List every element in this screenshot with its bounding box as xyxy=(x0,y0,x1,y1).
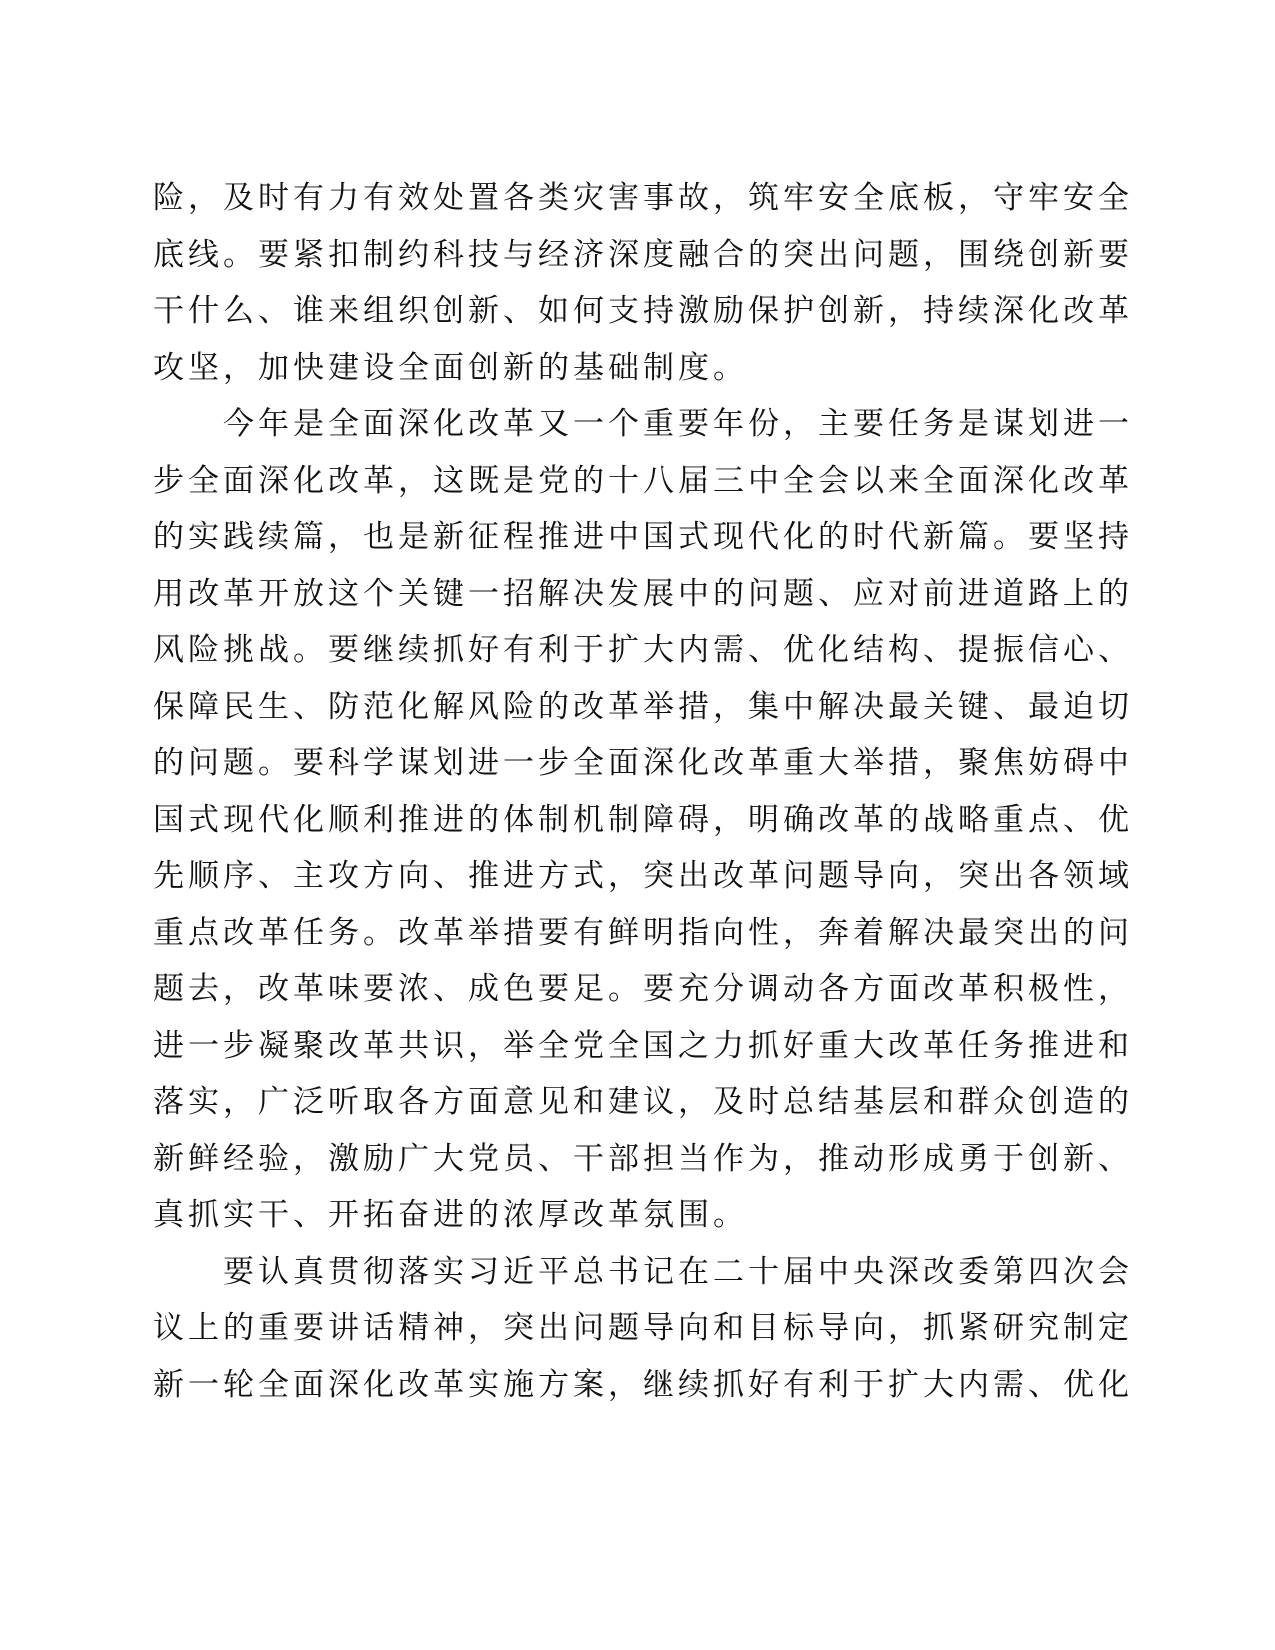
text-line: 要认真贯彻落实习近平总书记在二十届中央深改委第四次会 xyxy=(223,1253,1133,1290)
text-line: 先顺序、主攻方向、推进方式，突出改革问题导向，突出各领域 xyxy=(153,858,1133,894)
text-line: 新鲜经验，激励广大党员、干部担当作为，推动形成勇于创新、 xyxy=(153,1140,1133,1177)
text-line: 国式现代化顺利推进的体制机制障碍，明确改革的战略重点、优 xyxy=(153,801,1133,838)
text-line: 攻坚，加快建设全面创新的基础制度。 xyxy=(153,349,748,386)
text-line: 干什么、谁来组织创新、如何支持激励保护创新，持续深化改革 xyxy=(153,293,1133,329)
text-line: 险，及时有力有效处置各类灾害事故，筑牢安全底板，守牢安全 xyxy=(153,180,1133,216)
text-line: 进一步凝聚改革共识，举全党全国之力抓好重大改革任务推进和 xyxy=(153,1027,1133,1064)
document-body xyxy=(153,170,1133,1413)
paragraph-1 xyxy=(153,170,1133,396)
text-line: 用改革开放这个关键一招解决发展中的问题、应对前进道路上的 xyxy=(153,575,1133,612)
text-line: 的问题。要科学谋划进一步全面深化改革重大举措，聚焦妨碍中 xyxy=(153,745,1133,781)
text-line: 步全面深化改革，这既是党的十八届三中全会以来全面深化改革 xyxy=(153,462,1133,499)
text-line: 底线。要紧扣制约科技与经济深度融合的突出问题，围绕创新要 xyxy=(153,236,1133,273)
paragraph-2 xyxy=(153,396,1133,1244)
text-line: 落实，广泛听取各方面意见和建议，及时总结基层和群众创造的 xyxy=(153,1084,1133,1120)
text-line: 风险挑战。要继续抓好有利于扩大内需、优化结构、提振信心、 xyxy=(153,632,1133,668)
text-line: 今年是全面深化改革又一个重要年份，主要任务是谋划进一 xyxy=(223,406,1133,442)
text-line: 重点改革任务。改革举措要有鲜明指向性，奔着解决最突出的问 xyxy=(153,914,1133,951)
text-line: 保障民生、防范化解风险的改革举措，集中解决最关键、最迫切 xyxy=(153,688,1133,725)
text-line: 议上的重要讲话精神，突出问题导向和目标导向，抓紧研究制定 xyxy=(153,1310,1133,1346)
text-line: 新一轮全面深化改革实施方案，继续抓好有利于扩大内需、优化 xyxy=(153,1366,1133,1403)
text-line: 的实践续篇，也是新征程推进中国式现代化的时代新篇。要坚持 xyxy=(153,519,1133,555)
text-line: 题去，改革味要浓、成色要足。要充分调动各方面改革积极性， xyxy=(153,971,1133,1007)
text-line: 真抓实干、开拓奋进的浓厚改革氛围。 xyxy=(153,1197,748,1233)
paragraph-3 xyxy=(153,1244,1133,1414)
